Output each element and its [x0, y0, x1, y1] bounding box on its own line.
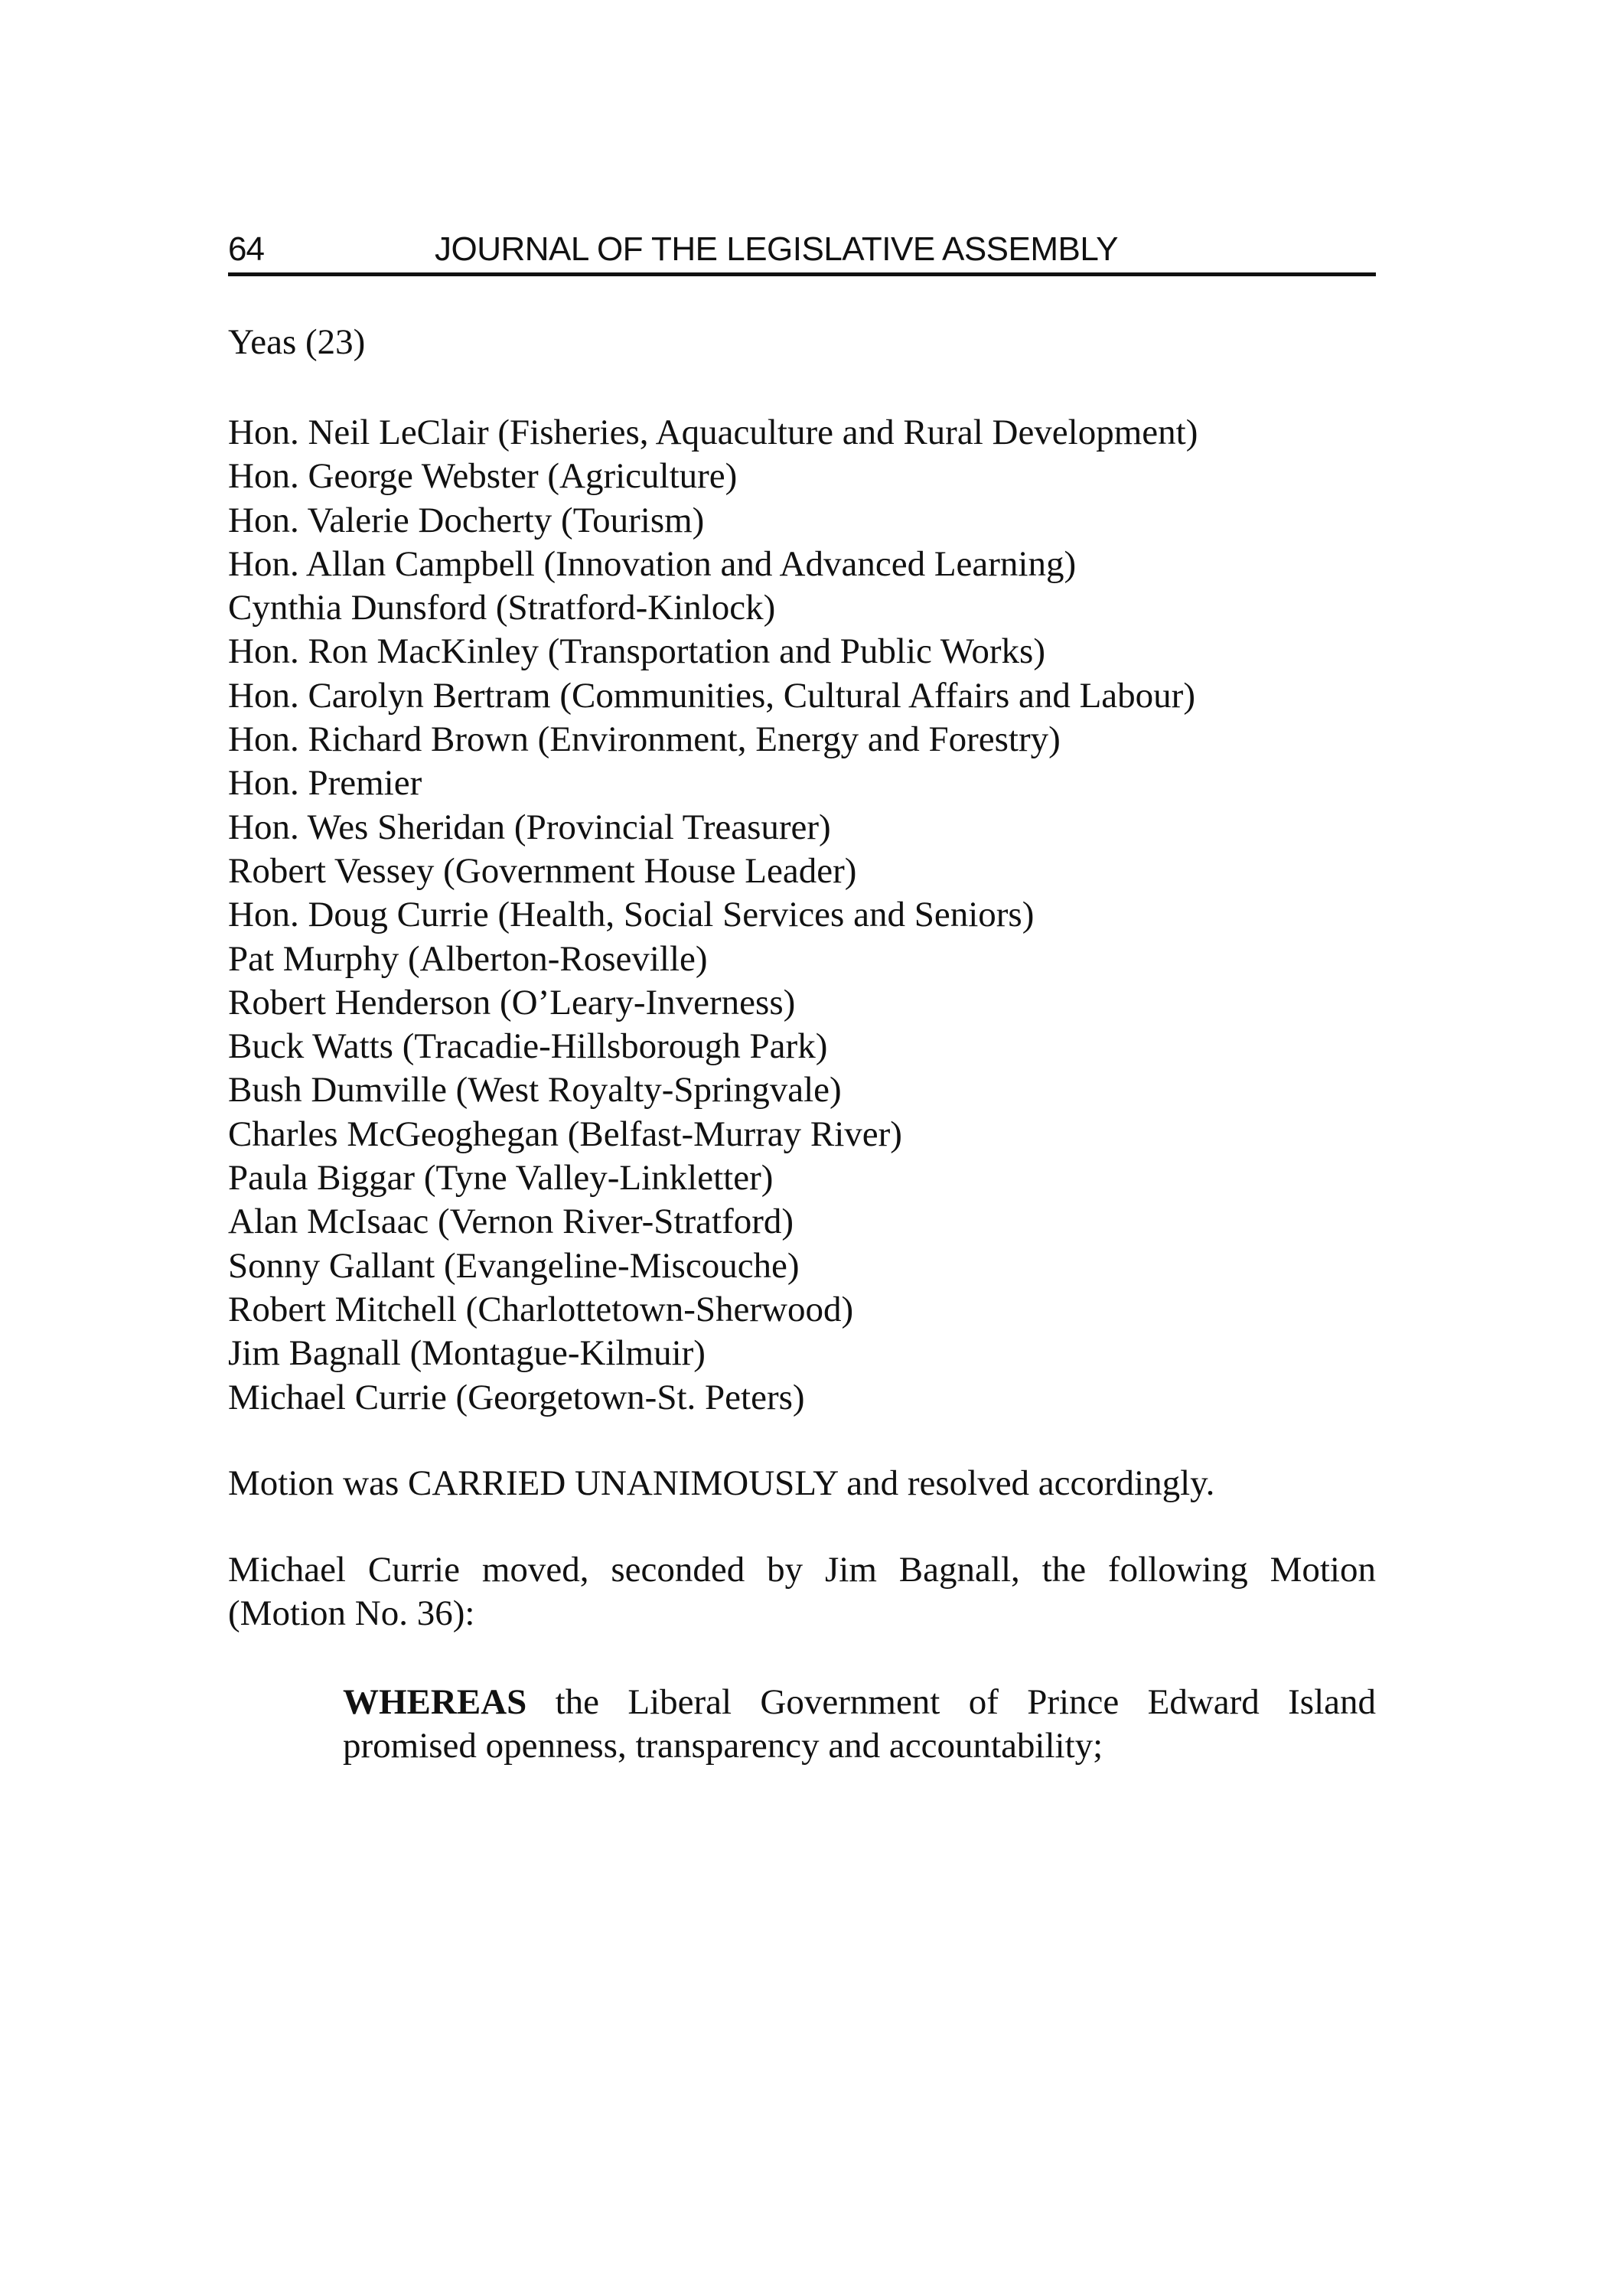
member-entry: Jim Bagnall (Montague-Kilmuir) — [228, 1333, 706, 1374]
member-entry: Bush Dumville (West Royalty-Springvale) — [228, 1070, 842, 1110]
member-entry: Alan McIsaac (Vernon River-Stratford) — [228, 1202, 794, 1242]
member-entry: Hon. Doug Currie (Health, Social Services and Seniors) — [228, 895, 1035, 935]
yeas-member-list — [228, 411, 1376, 1420]
motion-result: Motion was CARRIED UNANIMOUSLY and resolved accordingly. — [228, 1463, 1215, 1503]
whereas-clause — [343, 1681, 1376, 1768]
member-entry: Hon. Ron MacKinley (Transportation and Public Works) — [228, 631, 1045, 672]
member-entry: Hon. George Webster (Agriculture) — [228, 456, 738, 497]
member-entry: Hon. Premier — [228, 763, 422, 804]
motion-intro: Michael Currie moved, seconded by Jim Bagnall, the following Motion (Motion No. 36): — [228, 1550, 1376, 1633]
member-entry: Pat Murphy (Alberton-Roseville) — [228, 938, 708, 979]
member-entry: Hon. Valerie Docherty (Tourism) — [228, 500, 705, 540]
member-entry: Hon. Allan Campbell (Innovation and Advanced Learning) — [228, 543, 1077, 584]
whereas-text: the Liberal Government of Prince Edward Island promised openness, transparency and accountability; — [343, 1682, 1376, 1766]
member-entry: Robert Henderson (O’Leary-Inverness) — [228, 982, 796, 1022]
member-entry: Robert Vessey (Government House Leader) — [228, 850, 857, 891]
header-rule — [228, 272, 1376, 276]
member-entry: Hon. Richard Brown (Environment, Energy and Forestry) — [228, 719, 1061, 760]
running-head — [228, 230, 1376, 279]
member-entry: Paula Biggar (Tyne Valley-Linkletter) — [228, 1158, 774, 1199]
member-entry: Hon. Wes Sheridan (Provincial Treasurer) — [228, 807, 831, 847]
member-entry: Buck Watts (Tracadie-Hillsborough Park) — [228, 1026, 828, 1067]
member-entry: Michael Currie (Georgetown-St. Peters) — [228, 1377, 805, 1417]
member-entry: Sonny Gallant (Evangeline-Miscouche) — [228, 1245, 800, 1286]
whereas-keyword: WHEREAS — [343, 1682, 527, 1722]
yeas-heading: Yeas (23) — [228, 322, 366, 362]
journal-title: JOURNAL OF THE LEGISLATIVE ASSEMBLY — [435, 230, 1118, 268]
member-entry: Charles McGeoghegan (Belfast-Murray River) — [228, 1114, 902, 1154]
member-entry: Cynthia Dunsford (Stratford-Kinlock) — [228, 588, 776, 628]
member-entry: Hon. Carolyn Bertram (Communities, Cultural Affairs and Labour) — [228, 675, 1195, 716]
member-entry: Robert Mitchell (Charlottetown-Sherwood) — [228, 1289, 854, 1329]
page-number: 64 — [228, 230, 264, 268]
member-entry: Hon. Neil LeClair (Fisheries, Aquaculture and Rural Development) — [228, 413, 1198, 452]
